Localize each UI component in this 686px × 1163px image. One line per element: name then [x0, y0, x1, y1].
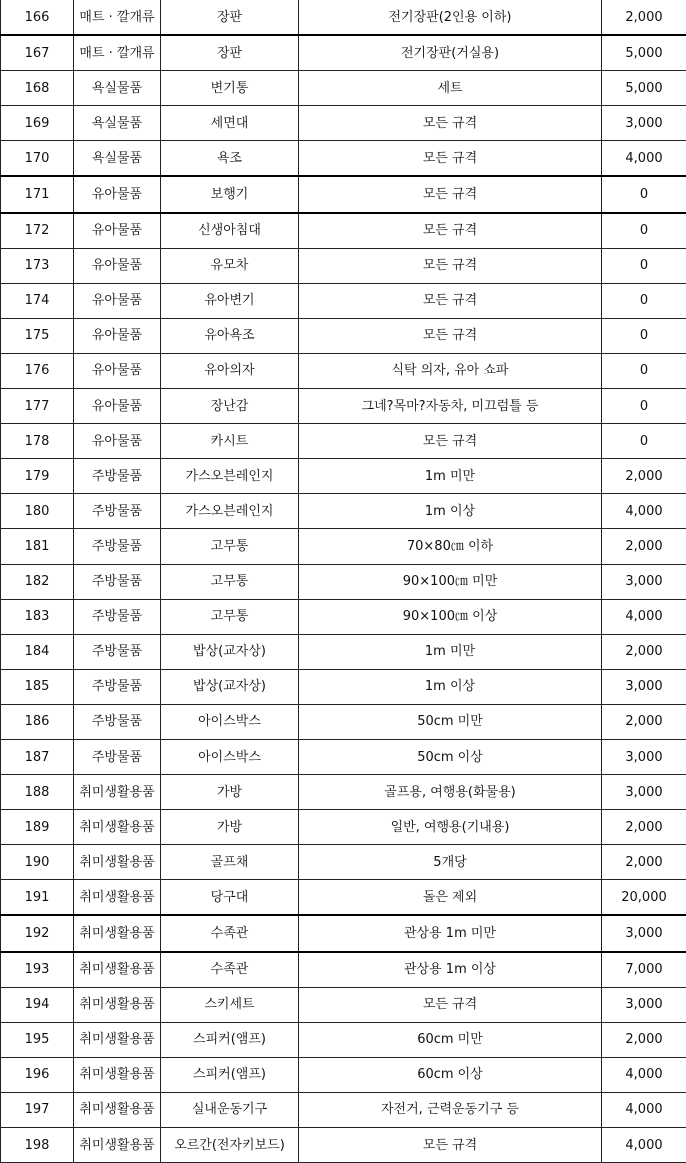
- row-item: 고무통: [161, 599, 299, 634]
- row-category: 주방물품: [74, 599, 161, 634]
- row-fee: 4,000: [602, 1092, 686, 1127]
- table-row: [1, 106, 686, 141]
- table-row: [1, 494, 686, 529]
- row-fee: 2,000: [602, 634, 686, 669]
- row-item: 유모차: [161, 248, 299, 283]
- row-spec: 자전거, 근력운동기구 등: [299, 1092, 602, 1127]
- row-item: 유아욕조: [161, 318, 299, 353]
- row-fee: 0: [602, 176, 686, 212]
- table-row: [1, 213, 686, 249]
- row-number: 193: [1, 952, 74, 988]
- row-item: 가스오븐레인지: [161, 494, 299, 529]
- row-fee: 4,000: [602, 1128, 686, 1163]
- row-fee: 3,000: [602, 775, 686, 810]
- table-row: [1, 1057, 686, 1092]
- row-number: 167: [1, 35, 74, 71]
- row-fee: 0: [602, 318, 686, 353]
- row-category: 욕실물품: [74, 141, 161, 177]
- table-row: [1, 35, 686, 71]
- row-number: 184: [1, 634, 74, 669]
- table-row: [1, 71, 686, 106]
- row-item: 아이스박스: [161, 739, 299, 774]
- row-spec: 모든 규격: [299, 987, 602, 1022]
- row-spec: 90×100㎝ 이상: [299, 599, 602, 634]
- row-category: 취미생활용품: [74, 775, 161, 810]
- row-category: 취미생활용품: [74, 1128, 161, 1163]
- row-spec: 관상용 1m 이상: [299, 952, 602, 988]
- row-spec: 전기장판(거실용): [299, 35, 602, 71]
- row-number: 198: [1, 1128, 74, 1163]
- row-category: 욕실물품: [74, 106, 161, 141]
- table-row: [1, 669, 686, 704]
- row-category: 유아물품: [74, 176, 161, 212]
- row-spec: 관상용 1m 미만: [299, 915, 602, 951]
- row-fee: 4,000: [602, 1057, 686, 1092]
- row-number: 177: [1, 389, 74, 424]
- row-spec: 식탁 의자, 유아 쇼파: [299, 353, 602, 388]
- row-fee: 3,000: [602, 564, 686, 599]
- row-number: 175: [1, 318, 74, 353]
- row-spec: 50cm 미만: [299, 704, 602, 739]
- table-row: [1, 141, 686, 177]
- table-row: [1, 1022, 686, 1057]
- row-spec: 전기장판(2인용 이하): [299, 0, 602, 35]
- row-item: 밥상(교자상): [161, 634, 299, 669]
- row-item: 당구대: [161, 880, 299, 916]
- row-category: 취미생활용품: [74, 987, 161, 1022]
- row-spec: 1m 미만: [299, 634, 602, 669]
- row-category: 취미생활용품: [74, 880, 161, 916]
- row-number: 180: [1, 494, 74, 529]
- table-row: [1, 739, 686, 774]
- row-item: 장난감: [161, 389, 299, 424]
- row-category: 매트 · 깔개류: [74, 35, 161, 71]
- row-item: 가방: [161, 775, 299, 810]
- row-spec: 그네?목마?자동차, 미끄럼틀 등: [299, 389, 602, 424]
- table-row: [1, 0, 686, 35]
- row-item: 보행기: [161, 176, 299, 212]
- row-item: 수족관: [161, 915, 299, 951]
- row-fee: 0: [602, 424, 686, 459]
- table-row: [1, 599, 686, 634]
- row-category: 매트 · 깔개류: [74, 0, 161, 35]
- row-spec: 1m 이상: [299, 494, 602, 529]
- table-row: [1, 318, 686, 353]
- row-fee: 20,000: [602, 880, 686, 916]
- row-item: 오르간(전자키보드): [161, 1128, 299, 1163]
- row-number: 186: [1, 704, 74, 739]
- row-category: 욕실물품: [74, 71, 161, 106]
- row-category: 취미생활용품: [74, 845, 161, 880]
- row-fee: 0: [602, 248, 686, 283]
- row-spec: 일반, 여행용(기내용): [299, 810, 602, 845]
- row-number: 174: [1, 283, 74, 318]
- row-category: 취미생활용품: [74, 1092, 161, 1127]
- row-category: 유아물품: [74, 389, 161, 424]
- row-item: 장판: [161, 0, 299, 35]
- table-row: [1, 845, 686, 880]
- row-fee: 0: [602, 283, 686, 318]
- row-number: 191: [1, 880, 74, 916]
- row-number: 188: [1, 775, 74, 810]
- row-number: 172: [1, 213, 74, 249]
- row-number: 187: [1, 739, 74, 774]
- row-fee: 3,000: [602, 669, 686, 704]
- table-row: [1, 634, 686, 669]
- row-item: 고무통: [161, 529, 299, 564]
- row-fee: 3,000: [602, 106, 686, 141]
- row-fee: 0: [602, 389, 686, 424]
- row-category: 유아물품: [74, 318, 161, 353]
- row-fee: 0: [602, 213, 686, 249]
- row-category: 주방물품: [74, 459, 161, 494]
- table-row: [1, 987, 686, 1022]
- row-item: 신생아침대: [161, 213, 299, 249]
- row-fee: 0: [602, 353, 686, 388]
- row-item: 스피커(앰프): [161, 1022, 299, 1057]
- row-fee: 2,000: [602, 845, 686, 880]
- row-number: 176: [1, 353, 74, 388]
- row-number: 173: [1, 248, 74, 283]
- row-fee: 2,000: [602, 810, 686, 845]
- row-spec: 모든 규격: [299, 106, 602, 141]
- row-item: 수족관: [161, 952, 299, 988]
- row-spec: 70×80㎝ 이하: [299, 529, 602, 564]
- table-row: [1, 529, 686, 564]
- table-row: [1, 775, 686, 810]
- row-category: 취미생활용품: [74, 952, 161, 988]
- table-row: [1, 952, 686, 988]
- row-item: 스피커(앰프): [161, 1057, 299, 1092]
- fee-table-body: [1, 0, 686, 1163]
- row-spec: 60cm 미만: [299, 1022, 602, 1057]
- row-fee: 2,000: [602, 704, 686, 739]
- row-number: 182: [1, 564, 74, 599]
- row-number: 169: [1, 106, 74, 141]
- row-category: 주방물품: [74, 529, 161, 564]
- table-row: [1, 389, 686, 424]
- row-item: 밥상(교자상): [161, 669, 299, 704]
- row-spec: 모든 규격: [299, 283, 602, 318]
- row-item: 아이스박스: [161, 704, 299, 739]
- row-spec: 세트: [299, 71, 602, 106]
- table-row: [1, 176, 686, 212]
- row-item: 변기통: [161, 71, 299, 106]
- row-item: 고무통: [161, 564, 299, 599]
- table-row: [1, 564, 686, 599]
- row-item: 스키세트: [161, 987, 299, 1022]
- row-number: 194: [1, 987, 74, 1022]
- table-row: [1, 353, 686, 388]
- row-spec: 1m 이상: [299, 669, 602, 704]
- row-category: 유아물품: [74, 353, 161, 388]
- row-number: 178: [1, 424, 74, 459]
- row-item: 욕조: [161, 141, 299, 177]
- row-category: 주방물품: [74, 564, 161, 599]
- row-fee: 4,000: [602, 141, 686, 177]
- table-row: [1, 915, 686, 951]
- row-number: 195: [1, 1022, 74, 1057]
- row-category: 주방물품: [74, 669, 161, 704]
- row-spec: 모든 규격: [299, 1128, 602, 1163]
- row-fee: 4,000: [602, 494, 686, 529]
- row-category: 주방물품: [74, 704, 161, 739]
- row-category: 유아물품: [74, 248, 161, 283]
- row-item: 실내운동기구: [161, 1092, 299, 1127]
- row-number: 190: [1, 845, 74, 880]
- row-spec: 모든 규격: [299, 176, 602, 212]
- row-item: 가방: [161, 810, 299, 845]
- row-item: 카시트: [161, 424, 299, 459]
- table-row: [1, 810, 686, 845]
- row-spec: 돌은 제외: [299, 880, 602, 916]
- row-category: 유아물품: [74, 424, 161, 459]
- row-fee: 5,000: [602, 35, 686, 71]
- row-fee: 3,000: [602, 915, 686, 951]
- row-spec: 모든 규격: [299, 213, 602, 249]
- row-number: 170: [1, 141, 74, 177]
- table-row: [1, 1092, 686, 1127]
- row-category: 주방물품: [74, 494, 161, 529]
- table-row: [1, 424, 686, 459]
- row-number: 196: [1, 1057, 74, 1092]
- row-spec: 모든 규격: [299, 424, 602, 459]
- row-fee: 5,000: [602, 71, 686, 106]
- row-category: 유아물품: [74, 213, 161, 249]
- row-category: 취미생활용품: [74, 1057, 161, 1092]
- table-row: [1, 459, 686, 494]
- row-item: 가스오븐레인지: [161, 459, 299, 494]
- row-category: 취미생활용품: [74, 810, 161, 845]
- row-spec: 5개당: [299, 845, 602, 880]
- row-number: 166: [1, 0, 74, 35]
- table-row: [1, 283, 686, 318]
- row-spec: 60cm 이상: [299, 1057, 602, 1092]
- row-number: 181: [1, 529, 74, 564]
- row-fee: 2,000: [602, 0, 686, 35]
- row-number: 183: [1, 599, 74, 634]
- row-spec: 90×100㎝ 미만: [299, 564, 602, 599]
- row-item: 유아변기: [161, 283, 299, 318]
- row-fee: 4,000: [602, 599, 686, 634]
- row-spec: 모든 규격: [299, 141, 602, 177]
- row-fee: 2,000: [602, 459, 686, 494]
- row-spec: 모든 규격: [299, 248, 602, 283]
- row-category: 취미생활용품: [74, 915, 161, 951]
- table-row: [1, 880, 686, 916]
- row-category: 주방물품: [74, 739, 161, 774]
- table-row: [1, 704, 686, 739]
- row-item: 유아의자: [161, 353, 299, 388]
- row-number: 197: [1, 1092, 74, 1127]
- row-item: 세면대: [161, 106, 299, 141]
- row-number: 168: [1, 71, 74, 106]
- row-fee: 3,000: [602, 987, 686, 1022]
- row-category: 취미생활용품: [74, 1022, 161, 1057]
- row-category: 주방물품: [74, 634, 161, 669]
- row-item: 장판: [161, 35, 299, 71]
- row-number: 171: [1, 176, 74, 212]
- row-number: 185: [1, 669, 74, 704]
- table-row: [1, 1128, 686, 1163]
- row-number: 192: [1, 915, 74, 951]
- row-spec: 모든 규격: [299, 318, 602, 353]
- row-fee: 3,000: [602, 739, 686, 774]
- row-number: 189: [1, 810, 74, 845]
- row-fee: 2,000: [602, 1022, 686, 1057]
- row-spec: 1m 미만: [299, 459, 602, 494]
- row-number: 179: [1, 459, 74, 494]
- row-item: 골프채: [161, 845, 299, 880]
- row-spec: 골프용, 여행용(화물용): [299, 775, 602, 810]
- row-fee: 2,000: [602, 529, 686, 564]
- table-row: [1, 248, 686, 283]
- row-fee: 7,000: [602, 952, 686, 988]
- row-spec: 50cm 이상: [299, 739, 602, 774]
- row-category: 유아물품: [74, 283, 161, 318]
